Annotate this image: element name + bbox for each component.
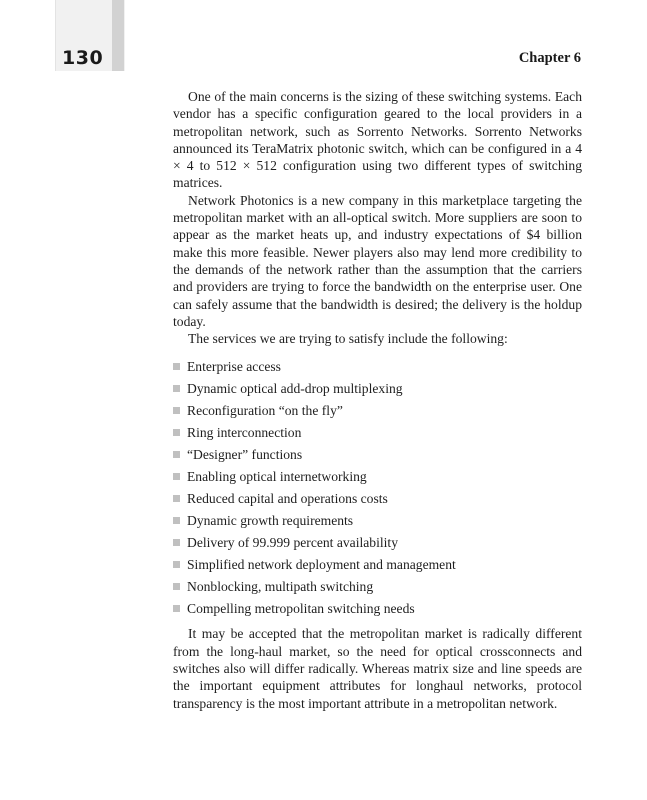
list-item-text: Reconfiguration “on the fly” bbox=[187, 402, 343, 418]
list-item-text: Nonblocking, multipath switching bbox=[187, 578, 374, 594]
bullet-square-icon bbox=[173, 583, 180, 590]
page-tab-bar bbox=[112, 0, 124, 71]
chapter-title: Chapter 6 bbox=[518, 50, 581, 66]
bullet-square-icon bbox=[173, 539, 180, 546]
list-item-text: Ring interconnection bbox=[187, 424, 302, 440]
list-item-text: Dynamic growth requirements bbox=[187, 512, 354, 528]
list-item bbox=[173, 597, 582, 619]
bullet-square-icon bbox=[173, 561, 180, 568]
page-tab-edge bbox=[55, 0, 56, 71]
list-item-text: Simplified network deployment and management bbox=[187, 556, 456, 572]
bullet-square-icon bbox=[173, 473, 180, 480]
list-item bbox=[173, 531, 582, 553]
bullet-square-icon bbox=[173, 605, 180, 612]
paragraph-1: One of the main concerns is the sizing of these switching systems. Each vendor has a specific configuration geared to the local providers in a metropolitan network, such as Sorrento Networks. Sorrento Networks announced its TeraMatrix photonic switch, which can be configured in a 4 × 4 to 512 × 512 configuration using two different types of switching matrices. bbox=[173, 89, 582, 191]
list-item-text: Enterprise access bbox=[187, 358, 281, 374]
list-item bbox=[173, 487, 582, 509]
bullet-square-icon bbox=[173, 517, 180, 524]
list-item-text: Dynamic optical add-drop multiplexing bbox=[187, 380, 403, 396]
bullet-square-icon bbox=[173, 429, 180, 436]
page-number: 130 bbox=[62, 47, 104, 69]
bullet-square-icon bbox=[173, 385, 180, 392]
list-item bbox=[173, 377, 582, 399]
list-item bbox=[173, 443, 582, 465]
bullet-square-icon bbox=[173, 363, 180, 370]
list-item-text: Delivery of 99.999 percent availability bbox=[187, 534, 399, 550]
list-item bbox=[173, 399, 582, 421]
list-item-text: Enabling optical internetworking bbox=[187, 468, 367, 484]
closing-paragraph: It may be accepted that the metropolitan market is radically different from the long-haul market, so the need for optical crossconnects and switches also will differ radically. Whereas matrix size and line speeds are the important equipment attributes for longhaul networks, protocol transparency is the most important attribute in a metropolitan network. bbox=[173, 626, 582, 711]
bullet-square-icon bbox=[173, 495, 180, 502]
list-item bbox=[173, 509, 582, 531]
bullet-square-icon bbox=[173, 407, 180, 414]
list-item-text: Compelling metropolitan switching needs bbox=[187, 600, 415, 616]
list-item-text: Reduced capital and operations costs bbox=[187, 490, 388, 506]
list-item-text: “Designer” functions bbox=[187, 446, 303, 462]
paragraph-3: The services we are trying to satisfy include the following: bbox=[188, 331, 508, 347]
list-item bbox=[173, 421, 582, 443]
paragraph-2: Network Photonics is a new company in this marketplace targeting the metropolitan market with an all-optical switch. More suppliers are soon to appear as the market heats up, and industry expectations of $4 billion make this more feasible. Newer players also may lend more credibility to the demands of the network rather than the assumption that the carriers and providers are trying to force the bandwidth on the enterprise user. One can safely assume that the bandwidth is desired; the delivery is the holdup today. bbox=[173, 192, 582, 329]
page-content bbox=[173, 88, 582, 712]
services-list bbox=[173, 355, 582, 619]
bullet-square-icon bbox=[173, 451, 180, 458]
list-item bbox=[173, 465, 582, 487]
list-item bbox=[173, 355, 582, 377]
list-item bbox=[173, 553, 582, 575]
list-item bbox=[173, 575, 582, 597]
